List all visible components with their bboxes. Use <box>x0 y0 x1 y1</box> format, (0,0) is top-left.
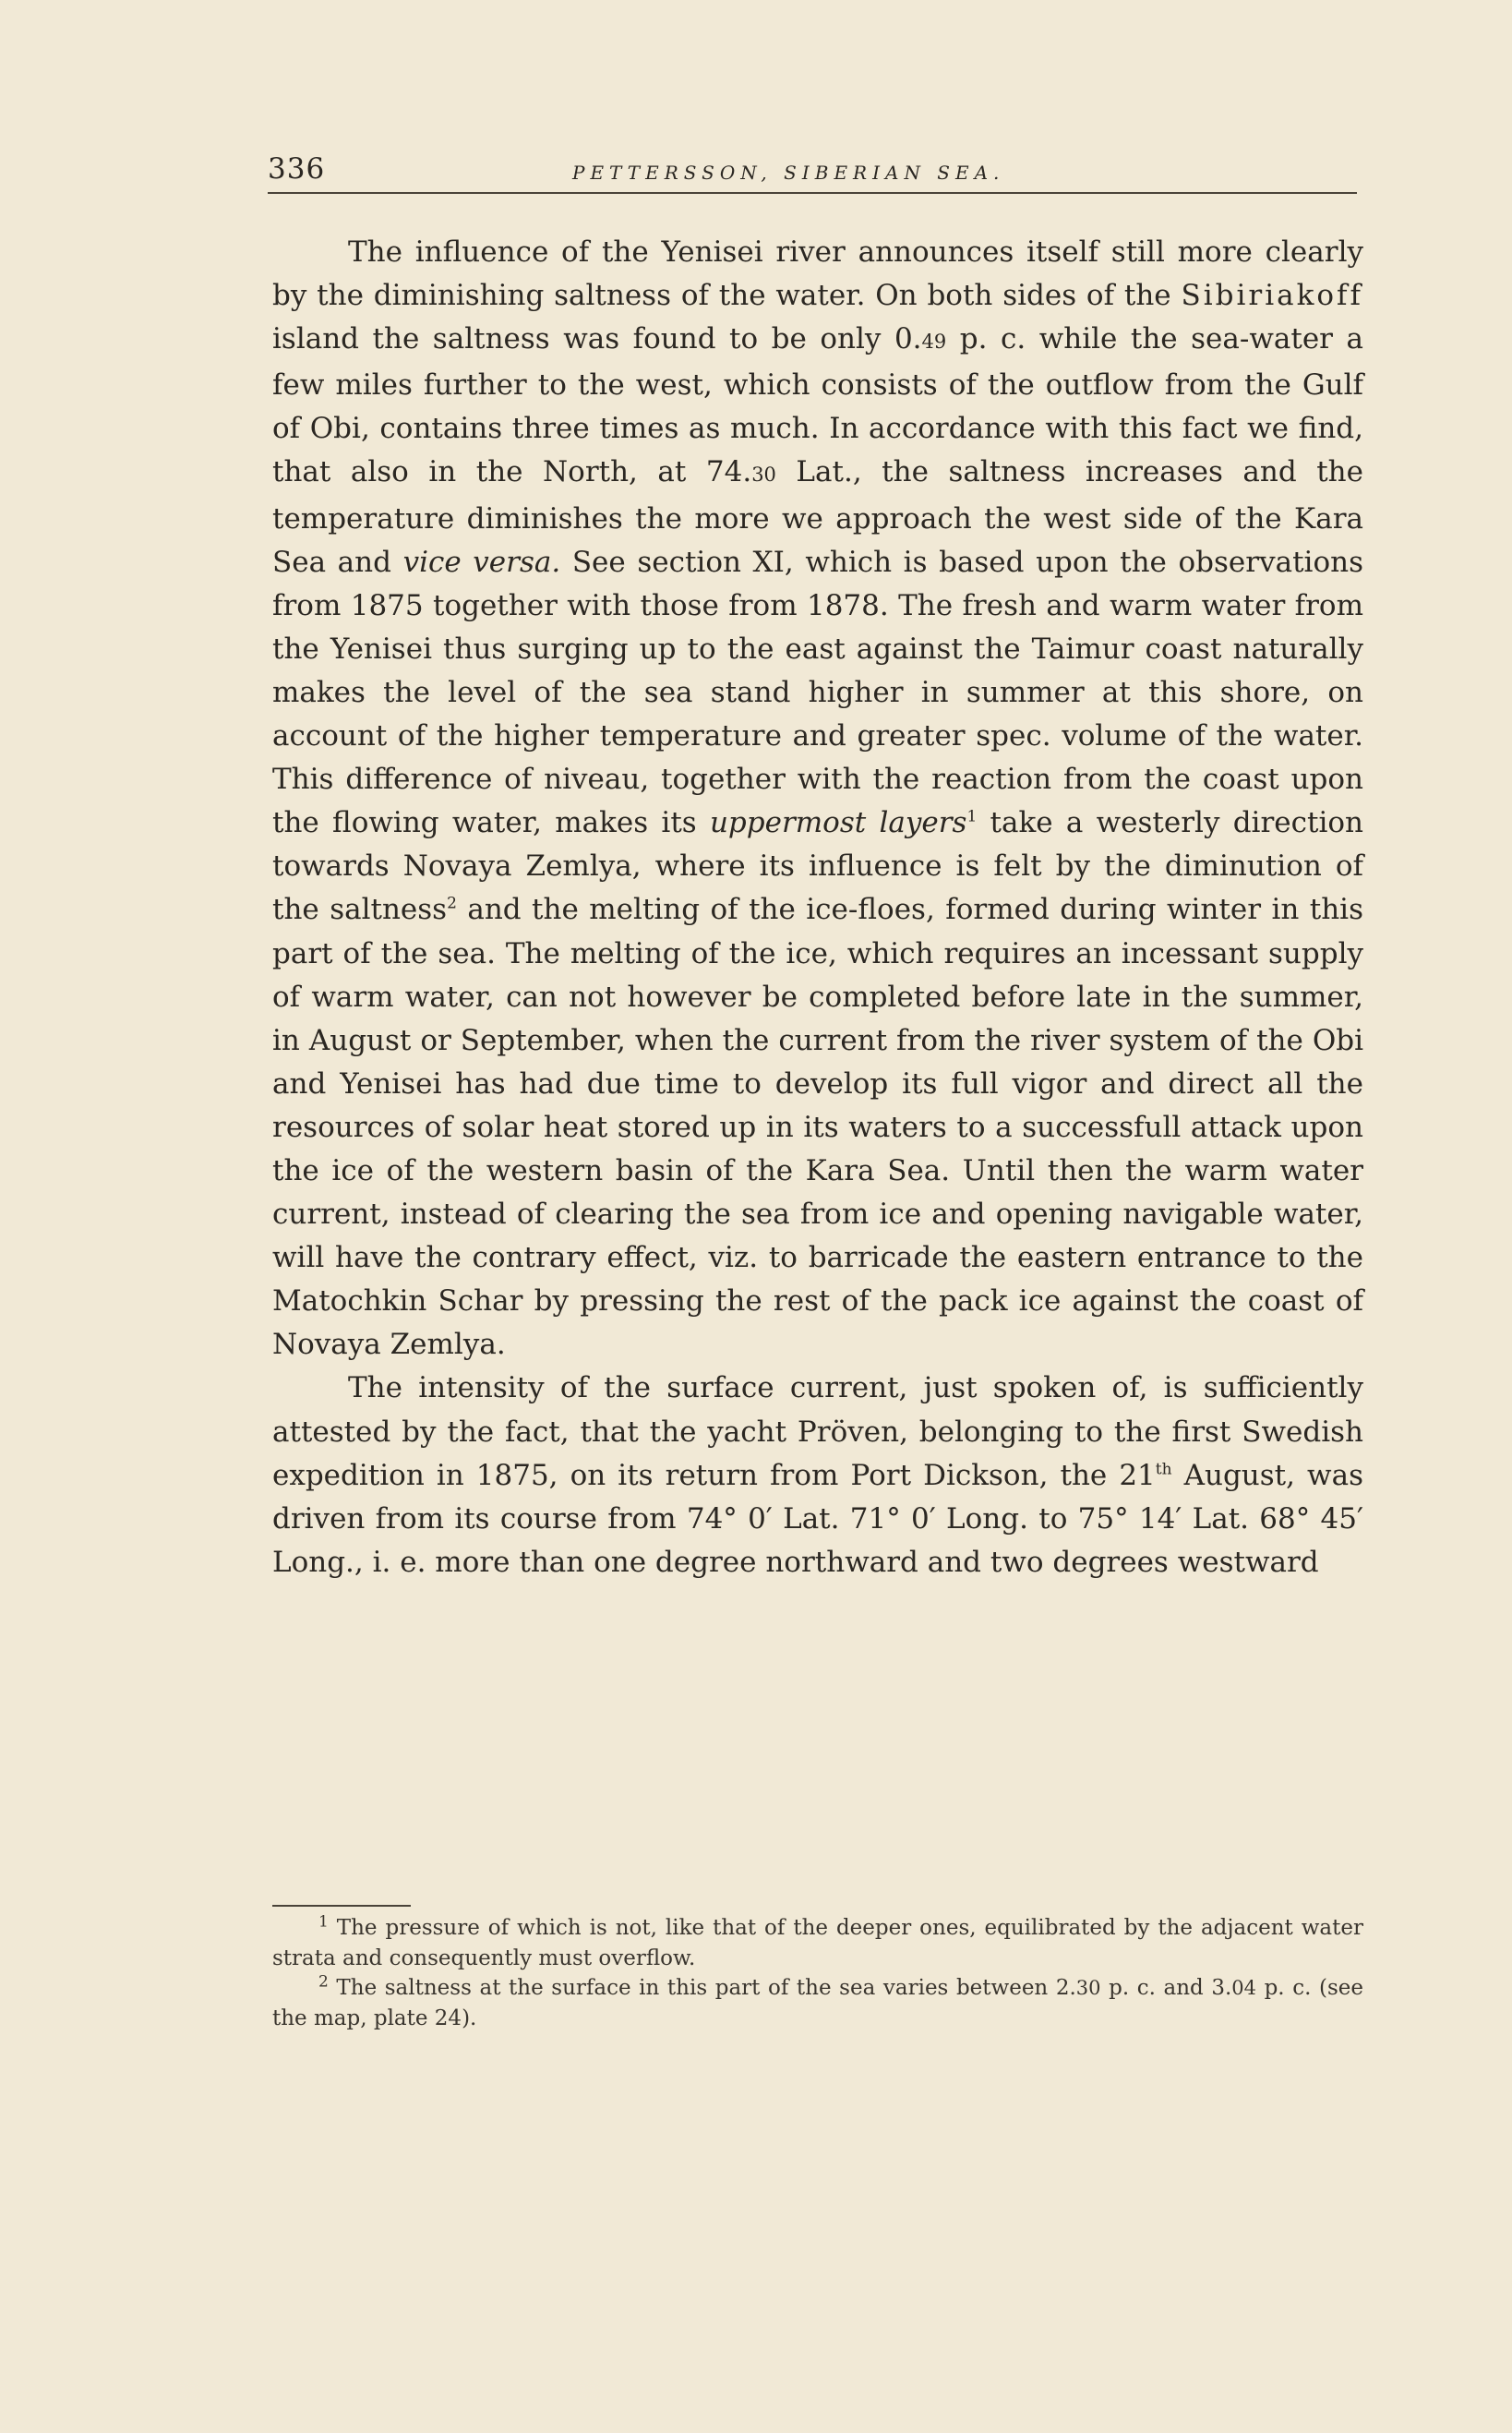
island-name: Sibiriakoff <box>1181 279 1363 313</box>
footnote-ref: 1 <box>966 807 978 826</box>
footnote-rule <box>272 1905 411 1907</box>
footnote: $^1$ The pressure of which is not, like that of the deeper ones, equilibrated by the adjacent water strata and consequently must overflow. <box>272 1912 1363 1970</box>
page-header <box>268 152 1357 189</box>
footnote: $^2$ The saltness at the surface in this part of the sea varies between 2.30 p. c. and 3.04 p. c. (see the map, plate 24). <box>272 1972 1363 2030</box>
header-rule <box>268 192 1357 194</box>
footnote-ref: 2 <box>447 895 457 914</box>
page-number: 336 <box>268 152 326 186</box>
italic-phrase: uppermost layers <box>709 806 967 840</box>
footnotes <box>272 1913 1363 2033</box>
paragraph: The intensity of the surface current, just spoken of, is sufficiently attested by the fact, that the yacht Pröven, belonging to the first Swedish expedition in 1875, on its return from Port Dickson, the 21th August, was driven from its course from 74° 0′ Lat. 71° 0′ Long. to 75° 14′ Lat. 68° 45′ Long., i. e. more than one degree northward and two degrees westward <box>272 1371 1363 1579</box>
main-text <box>272 231 1363 1584</box>
running-title: PETTERSSON, SIBERIAN SEA. <box>572 162 1005 184</box>
paragraph: The influence of the Yenisei river announces itself still more clearly by the diminishing saltness of the water. On both sides of the Sibiriakoff island the saltness was found to be only 0.49 p. c. while the sea-water a few miles further to the west, which consists of the outflow from the Gulf of Obi, contains three times as much. In accordance with this fact we find, that also in the North, at 74.30 Lat., the saltness increases and the temperature diminishes the more we approach the west side of the Kara Sea and vice versa. See section XI, which is based upon the observations from 1875 together with those from 1878. The fresh and warm water from the Yenisei thus surging up to the east against the Taimur coast naturally makes the level of the sea stand higher in summer at this shore, on account of the higher temperature and greater spec. volume of the water. This difference of niveau, together with the reaction from the coast upon the flowing water, makes its uppermost layers$^1$ take a westerly direction towards Novaya Zemlya, where its influence is felt by the diminution of the saltness$^2$ and the melting of the ice-floes, formed during winter in this part of the sea. The melting of the ice, which requires an incessant supply of warm water, can not however be completed before late in the summer, in August or September, when the current from the river system of the Obi and Yenisei has had due time to develop its full vigor and direct all the resources of solar heat stored up in its waters to a successfull attack upon the ice of the western basin of the Kara Sea. Until then the warm water current, instead of clearing the sea from ice and opening navigable water, will have the contrary effect, viz. to barricade the eastern entrance to the Matochkin Schar by pressing the rest of the pack ice against the coast of Novaya Zemlya. <box>272 235 1363 1362</box>
italic-phrase: vice versa. <box>402 545 561 579</box>
